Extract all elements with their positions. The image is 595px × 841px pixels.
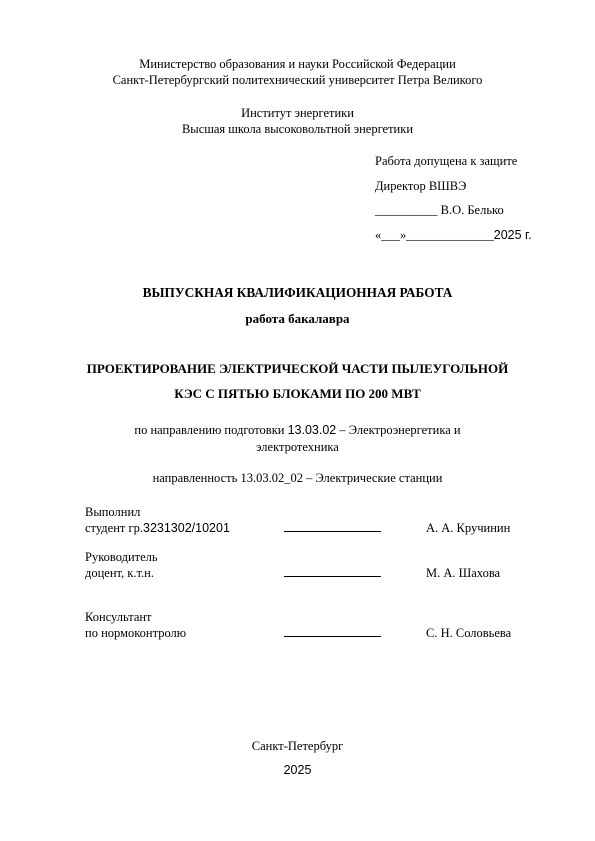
approval-date-open: «___» <box>375 228 407 242</box>
performer-group: 3231302/10201 <box>143 521 230 535</box>
performer-name: А. А. Кручинин <box>426 521 511 535</box>
work-type-title: ВЫПУСКНАЯ КВАЛИФИКАЦИОННАЯ РАБОТА <box>142 285 453 300</box>
performer-detail-prefix: студент гр. <box>85 521 143 535</box>
direction-line-2: электротехника <box>256 440 339 454</box>
approval-position: Директор ВШВЭ <box>375 179 467 193</box>
ministry-line: Министерство образования и науки Российской Федерации <box>139 57 456 71</box>
approval-signature-row <box>375 203 504 218</box>
supervisor-detail: доцент, к.т.н. <box>85 566 154 580</box>
university-line: Санкт-Петербургский политехнический университет Петра Великого <box>112 73 483 87</box>
approval-date-row <box>375 228 532 243</box>
performer-signature-line <box>284 521 381 536</box>
topic-line-1: ПРОЕКТИРОВАНИЕ ЭЛЕКТРИЧЕСКОЙ ЧАСТИ ПЫЛЕУГОЛЬНОЙ <box>86 361 509 376</box>
topic-line-2: КЭС С ПЯТЬЮ БЛОКАМИ ПО 200 МВТ <box>174 386 421 401</box>
work-subtitle: работа бакалавра <box>245 311 350 326</box>
consultant-name: С. Н. Соловьева <box>426 626 512 640</box>
performer-detail <box>85 521 230 536</box>
approval-admitted: Работа допущена к защите <box>375 154 518 168</box>
direction-code: 13.03.02 <box>287 423 337 437</box>
consultant-role: Консультант <box>85 610 152 624</box>
consultant-detail: по нормоконтролю <box>85 626 187 640</box>
footer-year: 2025 <box>283 763 312 777</box>
footer-city: Санкт-Петербург <box>251 739 344 753</box>
approval-director-name: В.О. Белько <box>440 203 504 217</box>
approval-signature-blank: __________ <box>375 203 438 217</box>
profile-line: направленность 13.03.02_02 – Электрические станции <box>152 471 443 485</box>
performer-role: Выполнил <box>85 505 141 519</box>
supervisor-signature-line <box>284 566 381 581</box>
supervisor-role: Руководитель <box>85 550 158 564</box>
consultant-signature-line <box>284 626 381 641</box>
direction-line-1 <box>0 423 595 438</box>
direction-name-1: – Электроэнергетика и <box>336 423 461 437</box>
school-line: Высшая школа высоковольтной энергетики <box>181 122 414 136</box>
direction-prefix: по направлению подготовки <box>134 423 288 437</box>
institute-line: Институт энергетики <box>241 106 354 120</box>
supervisor-name: М. А. Шахова <box>426 566 501 580</box>
approval-year: 2025 г. <box>493 228 532 242</box>
approval-date-blank: ______________ <box>406 228 494 242</box>
